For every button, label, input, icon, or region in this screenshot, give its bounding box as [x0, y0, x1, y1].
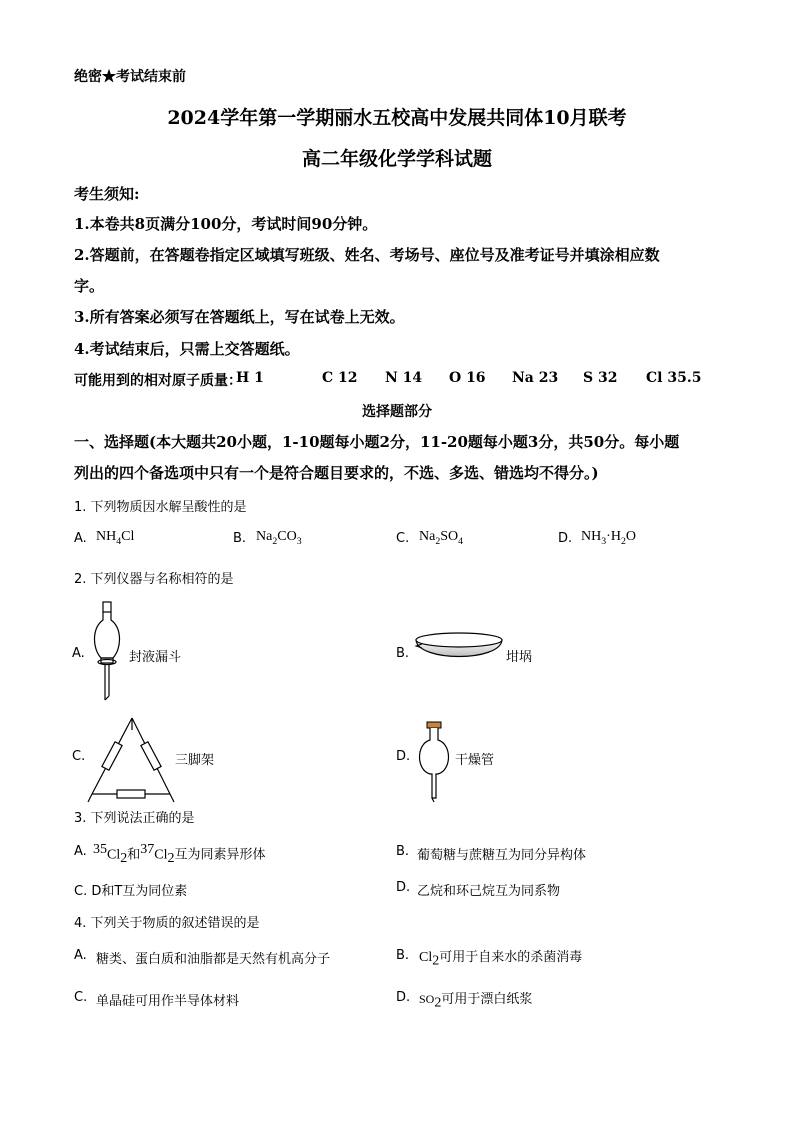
q2-label-a: A.: [72, 646, 85, 661]
exam-subtitle: 高二年级化学学科试题: [301, 148, 492, 170]
q1-stem: 1. 下列物质因水解呈酸性的是: [74, 500, 247, 515]
q2-name-b: 坩埚: [506, 650, 533, 665]
atomic-mass-n: N 14: [385, 370, 423, 386]
notice-heading: 考生须知:: [74, 185, 140, 203]
q4-option-d: $SO_2$可用于漂白纸浆: [419, 992, 533, 1011]
q1-label-a: A.: [74, 531, 87, 546]
q3-stem: 3. 下列说法正确的是: [74, 811, 195, 826]
section-intro-1: 一、选择题(本大题共20小题，1-10题每小题2分，11-20题每小题3分，共50分。每小题: [74, 433, 680, 451]
q4-label-b: B.: [396, 948, 410, 963]
notice-item-4: 4.考试结束后，只需上交答题纸。: [74, 340, 300, 358]
q3-label-a: A.: [74, 844, 87, 859]
notice-item-2-cont: 字。: [74, 277, 105, 295]
q3-option-c: C. D和T互为同位素: [74, 884, 188, 899]
q2-label-c: C.: [72, 749, 86, 764]
exam-title: 2024学年第一学期丽水五校高中发展共同体10月联考: [167, 107, 627, 129]
q4-stem: 4. 下列关于物质的叙述错误的是: [74, 916, 260, 931]
q4-label-d: D.: [396, 990, 411, 1005]
q4-option-c: 单晶硅可用作半导体材料: [96, 994, 240, 1009]
notice-item-2: 2.答题前，在答题卷指定区域填写班级、姓名、考场号、座位号及准考证号并填涂相应数: [74, 246, 660, 264]
q3-option-a: $^{35}Cl_2$和$^{37}Cl_2$互为同素异形体: [93, 842, 266, 866]
q2-label-d: D.: [396, 749, 411, 764]
q4-label-c: C.: [74, 990, 88, 1005]
atomic-mass-label: 可能用到的相对原子质量：: [74, 373, 242, 389]
q1-option-d: $NH_3\cdot H_2O$: [581, 529, 636, 547]
q1-option-c: $Na_2SO_4$: [419, 529, 464, 547]
atomic-mass-cl: Cl 35.5: [646, 370, 702, 386]
q1-option-a: $NH_4Cl$: [96, 529, 135, 547]
q4-label-a: A.: [74, 948, 87, 963]
q1-label-b: B.: [233, 531, 247, 546]
section-intro-2: 列出的四个备选项中只有一个是符合题目要求的，不选、多选、错选均不得分。): [74, 464, 599, 482]
section-title: 选择题部分: [362, 404, 432, 420]
notice-item-3: 3.所有答案必须写在答题纸上，写在试卷上无效。: [74, 308, 405, 326]
notice-item-1: 1.本卷共8页满分100分，考试时间90分钟。: [74, 215, 378, 233]
q3-label-d: D.: [396, 880, 411, 895]
q2-stem: 2. 下列仪器与名称相符的是: [74, 572, 234, 587]
q1-option-b: $Na_2CO_3$: [256, 529, 302, 547]
q1-label-c: C.: [396, 531, 410, 546]
q2-name-d: 干燥管: [455, 753, 495, 768]
q4-option-a: 糖类、蛋白质和油脂都是天然有机高分子: [96, 952, 331, 967]
q2-name-a: 封液漏斗: [129, 650, 182, 665]
atomic-mass-h: H 1: [236, 370, 264, 386]
q3-option-b: 葡萄糖与蔗糖互为同分异构体: [417, 848, 587, 863]
atomic-mass-na: Na 23: [512, 370, 559, 386]
evaporating-dish-icon: [412, 630, 506, 672]
atomic-mass-o: O 16: [449, 370, 486, 386]
q3-option-d: 乙烷和环己烷互为同系物: [417, 884, 561, 899]
round-bottom-flask-icon: [412, 720, 456, 804]
atomic-mass-s: S 32: [583, 370, 618, 386]
atomic-mass-c: C 12: [322, 370, 358, 386]
separatory-funnel-icon: [88, 600, 128, 706]
clay-triangle-icon: [88, 716, 174, 804]
secret-label: 绝密★考试结束前: [74, 69, 186, 85]
q4-option-b: $Cl_2$可用于自来水的杀菌消毒: [419, 950, 583, 969]
q1-label-d: D.: [558, 531, 573, 546]
q2-name-c: 三脚架: [175, 753, 215, 768]
q2-label-b: B.: [396, 646, 410, 661]
q3-label-b: B.: [396, 844, 410, 859]
